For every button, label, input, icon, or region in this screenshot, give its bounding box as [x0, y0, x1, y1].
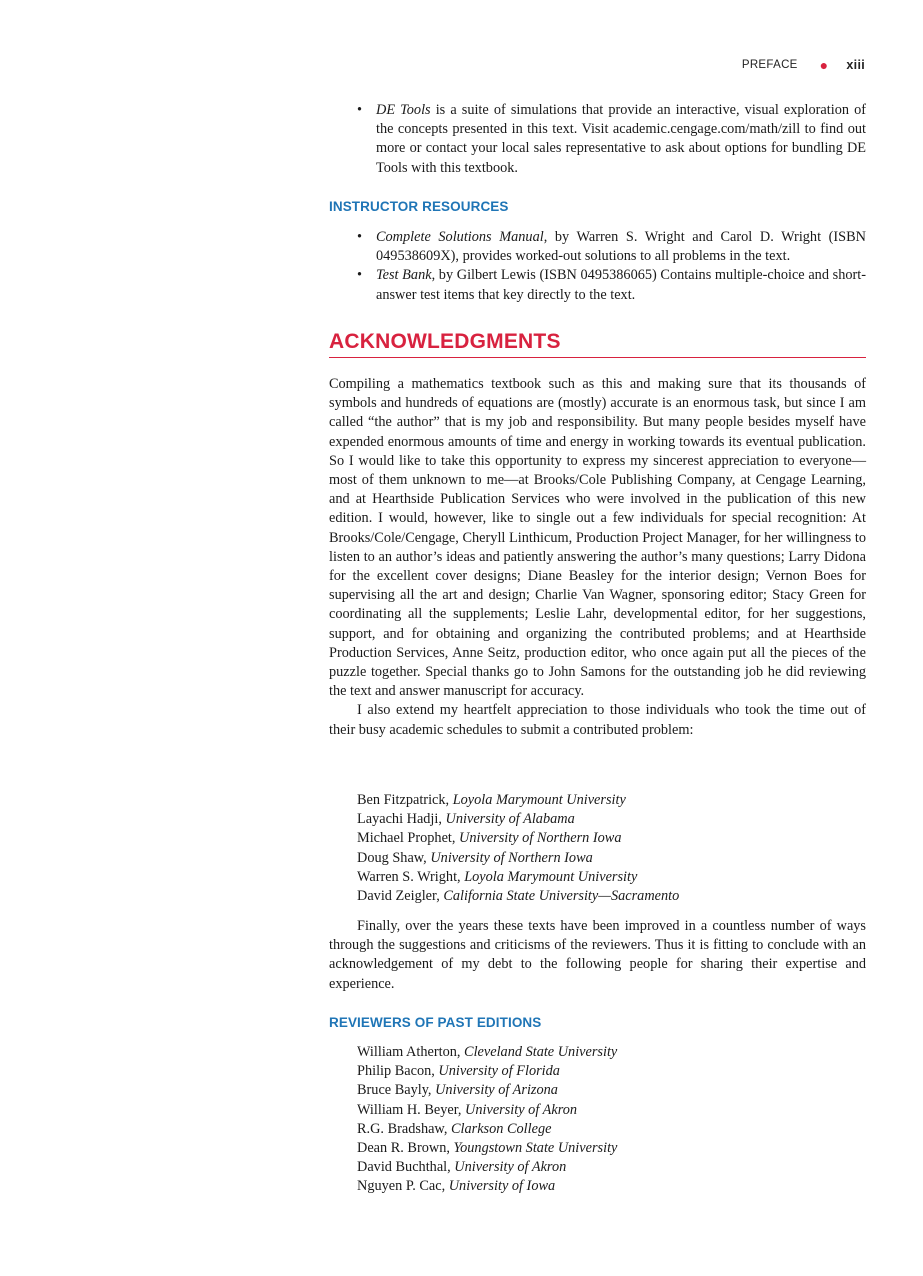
acknowledgments-heading: ACKNOWLEDGMENTS [329, 330, 866, 358]
person-affiliation: Cleveland State University [464, 1044, 618, 1060]
item-text: , by Warren S. Wright and Carol D. Wright (ISBN 049538609X), provides worked-out solutions to all problems in the text. [376, 229, 866, 265]
closing-paragraph [329, 917, 866, 994]
bullet-icon: • [357, 102, 363, 118]
item-title: Complete Solutions Manual [376, 229, 544, 245]
instructor-resources-heading: INSTRUCTOR RESOURCES [329, 199, 509, 214]
reviewer-entry [357, 1120, 866, 1139]
person-name: Warren S. Wright, [357, 868, 465, 885]
person-affiliation: California State University—Sacramento [443, 888, 680, 905]
contributors-list [329, 791, 866, 906]
contributor-entry [357, 887, 866, 906]
person-affiliation: University of Alabama [445, 811, 575, 828]
person-affiliation: University of Akron [465, 1101, 578, 1118]
item-title: DE Tools [376, 102, 431, 118]
paragraph: Finally, over the years these texts have been improved in a countless number of ways through the suggestions and criticisms of the reviewers. Thus it is fitting to conclude with an acknowledgement of my debt to the following people for sharing their expertise and experience. [329, 918, 866, 992]
acknowledgments-body [329, 375, 866, 740]
reviewer-entry [357, 1177, 866, 1196]
item-text: is a suite of simulations that provide an interactive, visual exploration of the concepts presented in this text. Visit academic.cengage.com/math/zill to find out more or contact your local sales representative to ask about options for bundling DE Tools with this textbook. [376, 102, 867, 176]
reviewer-entry [357, 1139, 866, 1158]
person-affiliation: University of Northern Iowa [430, 849, 593, 866]
reviewer-entry [357, 1043, 866, 1062]
reviewer-entry [357, 1101, 866, 1120]
person-name: Dean R. Brown, [357, 1140, 454, 1157]
bullet-icon: • [357, 229, 363, 245]
reviewer-entry [357, 1062, 866, 1081]
person-affiliation: Loyola Marymount University [464, 868, 638, 885]
reviewers-list [329, 1043, 866, 1197]
person-name: Michael Prophet, [357, 830, 460, 847]
person-name: William H. Beyer, [357, 1101, 466, 1118]
section-title: PREFACE [741, 59, 798, 71]
person-name: David Zeigler, [357, 888, 444, 905]
reviewers-heading: REVIEWERS OF PAST EDITIONS [329, 1015, 542, 1030]
person-affiliation: University of Northern Iowa [459, 830, 622, 847]
contributor-entry [357, 868, 866, 887]
reviewer-entry [357, 1158, 866, 1177]
person-name: Layachi Hadji, [357, 811, 446, 828]
bullet-dot-icon: ● [819, 57, 829, 73]
contributor-entry [357, 791, 866, 810]
instructor-resources-list [329, 228, 866, 305]
person-name: R.G. Bradshaw, [357, 1120, 451, 1137]
de-tools-bullet-block [329, 101, 866, 178]
person-affiliation: Youngstown State University [453, 1140, 618, 1157]
person-affiliation: Loyola Marymount University [452, 792, 626, 808]
list-item [329, 228, 866, 266]
reviewer-entry [357, 1081, 866, 1100]
page-number: xiii [846, 58, 865, 72]
list-item [329, 101, 866, 178]
bullet-icon: • [357, 267, 363, 284]
contributor-entry [357, 829, 866, 848]
person-name: Doug Shaw, [357, 849, 431, 866]
item-title: Test Bank [376, 267, 432, 284]
person-name: Nguyen P. Cac, [357, 1178, 449, 1195]
person-name: David Buchthal, [357, 1159, 455, 1176]
person-affiliation: University of Akron [454, 1159, 567, 1176]
running-head [742, 58, 865, 72]
paragraph: Compiling a mathematics textbook such as this and making sure that its thousands of symbols and hundreds of equations are (mostly) accurate is an enormous task, but since I am called “the author” that is my job and responsibility. But many people besides myself have expended enormous amounts of time and energy in working towards its eventual publication. So I would like to take this opportunity to express my sincerest appreciation to everyone—most of them unknown to me—at Brooks/Cole Publishing Company, at Cengage Learning, and at Hearthside Publication Services who were involved in the publication of this new edition. I would, however, like to single out a few individuals for special recognition: At Brooks/Cole/Cengage, Cheryll Linthicum, Production Project Manager, for her willingness to listen to an author’s ideas and patiently answering the author’s many questions; Larry Didona for the excellent cover designs; Diane Beasley for the interior design; Vernon Boes for supervising all the art and design; Charlie Van Wagner, sponsoring editor; Stacy Green for coordinating all the supplements; Leslie Lahr, developmental editor, for her suggestions, support, and for obtaining and organizing the contributed problems; and at Hearthside Production Services, Anne Seitz, production editor, who once again put all the pieces of the puzzle together. Special thanks go to John Samons for the outstanding job he did reviewing the text and answer manuscript for accuracy. [329, 376, 866, 700]
paragraph: I also extend my heartfelt appreciation to those individuals who took the time out of their busy academic schedules to submit a contributed problem: [329, 702, 866, 738]
contributor-entry [357, 849, 866, 868]
person-affiliation: University of Iowa [448, 1178, 556, 1195]
person-affiliation: Clarkson College [450, 1120, 552, 1137]
person-name: Bruce Bayly, [357, 1082, 436, 1099]
person-name: Philip Bacon, [357, 1063, 439, 1080]
list-item [329, 266, 866, 304]
contributor-entry [357, 810, 866, 829]
item-text: , by Gilbert Lewis (ISBN 0495386065) Contains multiple-choice and short-answer test items that key directly to the text. [376, 267, 866, 303]
person-name: Ben Fitzpatrick, [357, 792, 453, 808]
person-affiliation: University of Florida [438, 1063, 560, 1080]
person-affiliation: University of Arizona [435, 1082, 558, 1099]
person-name: William Atherton, [357, 1044, 465, 1060]
